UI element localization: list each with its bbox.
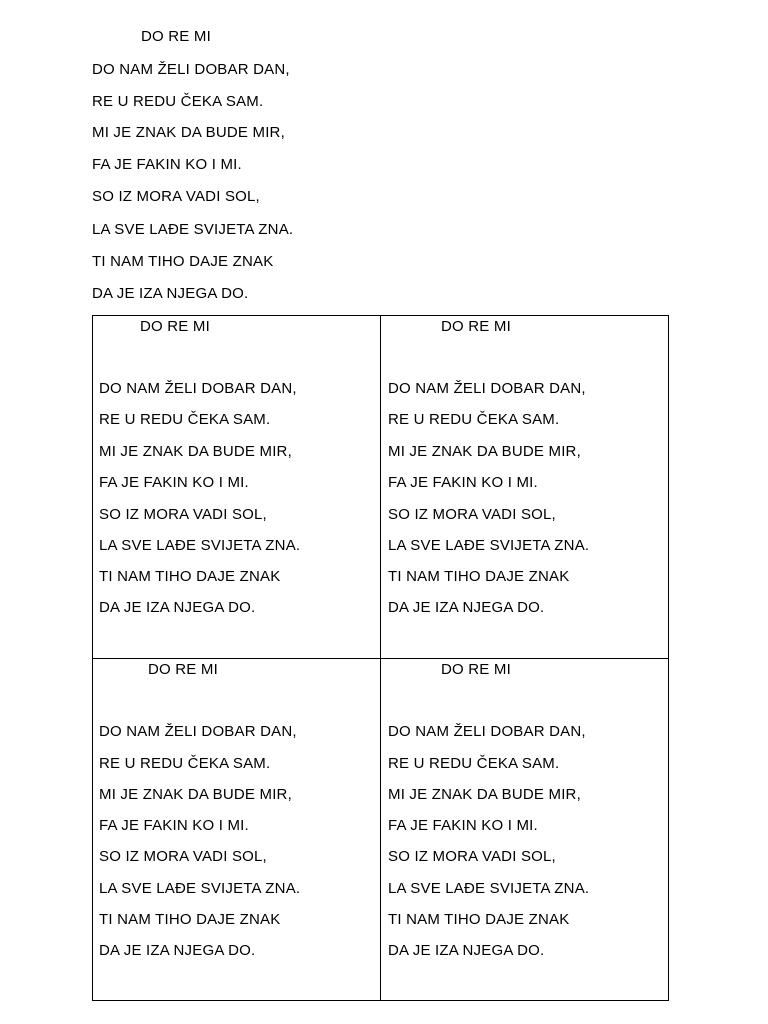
card-4-line-5: SO IZ MORA VADI SOL,: [388, 848, 556, 865]
card-3-line-4: FA JE FAKIN KO I MI.: [99, 817, 249, 834]
top-song-line-2: RE U REDU ČEKA SAM.: [92, 93, 264, 110]
top-song-line-8: DA JE IZA NJEGA DO.: [92, 285, 249, 302]
card-1-line-6: LA SVE LAĐE SVIJETA ZNA.: [99, 537, 301, 554]
card-1-title: DO RE MI: [140, 318, 210, 335]
card-1-line-7: TI NAM TIHO DAJE ZNAK: [99, 568, 281, 585]
card-2-line-8: DA JE IZA NJEGA DO.: [388, 599, 545, 616]
card-1-line-2: RE U REDU ČEKA SAM.: [99, 411, 271, 428]
card-2-line-6: LA SVE LAĐE SVIJETA ZNA.: [388, 537, 590, 554]
card-4-line-3: MI JE ZNAK DA BUDE MIR,: [388, 786, 581, 803]
card-2-line-3: MI JE ZNAK DA BUDE MIR,: [388, 443, 581, 460]
card-2-line-5: SO IZ MORA VADI SOL,: [388, 506, 556, 523]
card-3-title: DO RE MI: [148, 661, 218, 678]
card-2-line-7: TI NAM TIHO DAJE ZNAK: [388, 568, 570, 585]
card-4-line-4: FA JE FAKIN KO I MI.: [388, 817, 538, 834]
top-song-line-6: LA SVE LAĐE SVIJETA ZNA.: [92, 221, 294, 238]
top-song-line-3: MI JE ZNAK DA BUDE MIR,: [92, 124, 285, 141]
top-song-line-7: TI NAM TIHO DAJE ZNAK: [92, 253, 274, 270]
card-1-line-1: DO NAM ŽELI DOBAR DAN,: [99, 380, 297, 397]
card-4-line-6: LA SVE LAĐE SVIJETA ZNA.: [388, 880, 590, 897]
card-3-line-6: LA SVE LAĐE SVIJETA ZNA.: [99, 880, 301, 897]
card-3-line-3: MI JE ZNAK DA BUDE MIR,: [99, 786, 292, 803]
card-1-line-5: SO IZ MORA VADI SOL,: [99, 506, 267, 523]
card-2-title: DO RE MI: [441, 318, 511, 335]
card-2-line-2: RE U REDU ČEKA SAM.: [388, 411, 560, 428]
top-song-line-4: FA JE FAKIN KO I MI.: [92, 156, 242, 173]
grid-horizontal-divider: [92, 658, 669, 659]
top-song-line-1: DO NAM ŽELI DOBAR DAN,: [92, 61, 290, 78]
card-4-line-8: DA JE IZA NJEGA DO.: [388, 942, 545, 959]
card-3-line-5: SO IZ MORA VADI SOL,: [99, 848, 267, 865]
top-song-line-5: SO IZ MORA VADI SOL,: [92, 188, 260, 205]
card-1-line-3: MI JE ZNAK DA BUDE MIR,: [99, 443, 292, 460]
card-3-line-2: RE U REDU ČEKA SAM.: [99, 755, 271, 772]
card-4-title: DO RE MI: [441, 661, 511, 678]
card-1-line-4: FA JE FAKIN KO I MI.: [99, 474, 249, 491]
card-3-line-8: DA JE IZA NJEGA DO.: [99, 942, 256, 959]
card-4-line-2: RE U REDU ČEKA SAM.: [388, 755, 560, 772]
card-3-line-7: TI NAM TIHO DAJE ZNAK: [99, 911, 281, 928]
top-song-title: DO RE MI: [141, 28, 211, 45]
card-3-line-1: DO NAM ŽELI DOBAR DAN,: [99, 723, 297, 740]
card-4-line-7: TI NAM TIHO DAJE ZNAK: [388, 911, 570, 928]
card-4-line-1: DO NAM ŽELI DOBAR DAN,: [388, 723, 586, 740]
card-2-line-4: FA JE FAKIN KO I MI.: [388, 474, 538, 491]
card-2-line-1: DO NAM ŽELI DOBAR DAN,: [388, 380, 586, 397]
card-1-line-8: DA JE IZA NJEGA DO.: [99, 599, 256, 616]
